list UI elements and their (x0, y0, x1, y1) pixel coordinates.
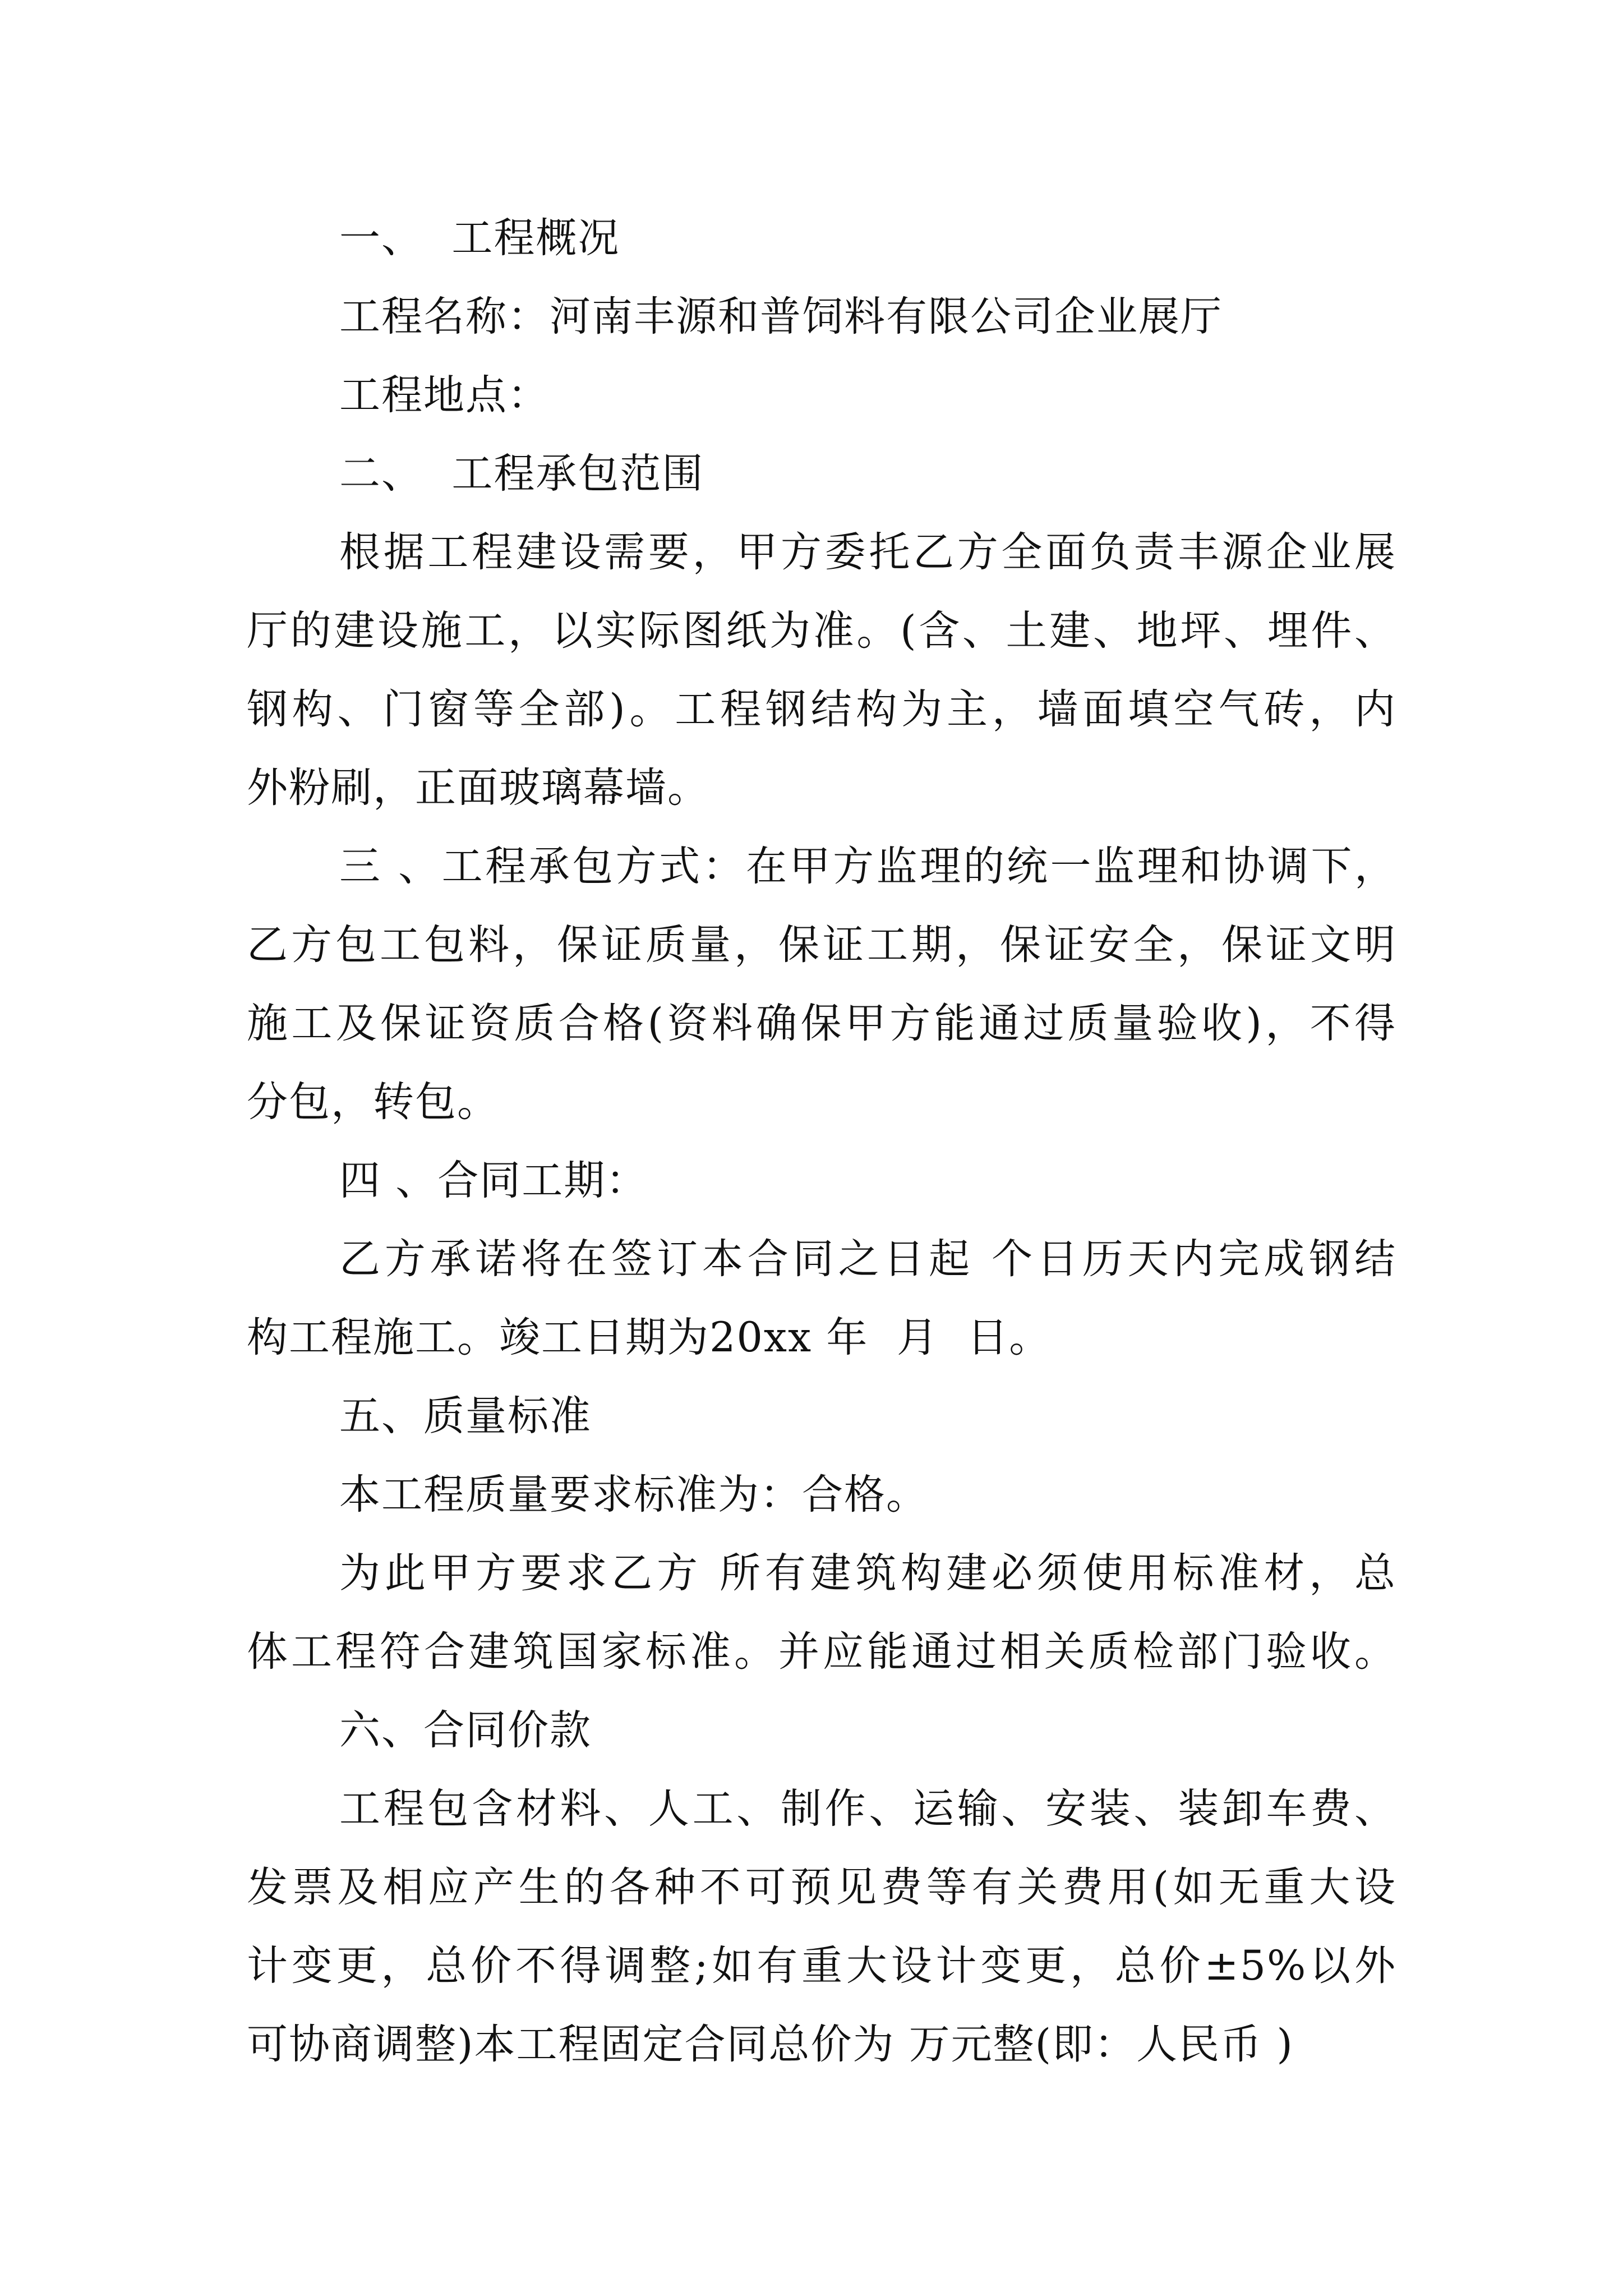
project-location-line: 工程地点： (339, 371, 550, 419)
paragraph-line: 钢构、门窗等全部)。工程钢结构为主，墙面填空气砖，内 (247, 685, 1396, 733)
paragraph-line: 体工程符合建筑国家标准。并应能通过相关质检部门验收。 (247, 1628, 1396, 1676)
paragraph-line: 计变更，总价不得调整;如有重大设计变更，总价±5%以外 (247, 1942, 1396, 1990)
paragraph-line: 构工程施工。竣工日期为20xx 年 月 日。 (247, 1314, 1052, 1361)
paragraph-line: 乙方包工包料，保证质量，保证工期，保证安全，保证文明 (247, 921, 1396, 969)
paragraph-line: 工程包含材料、人工、制作、运输、安装、装卸车费、 (339, 1785, 1396, 1833)
paragraph-line: 外粉刷，正面玻璃幕墙。 (247, 764, 709, 812)
section-heading-2: 二、 工程承包范围 (339, 450, 704, 498)
paragraph-line: 分包，转包。 (247, 1078, 499, 1126)
paragraph-line: 为此甲方要求乙方 所有建筑构建必须使用标准材，总 (339, 1549, 1396, 1597)
section-heading-4: 四 、合同工期： (339, 1157, 648, 1204)
paragraph-line: 本工程质量要求标准为：合格。 (339, 1471, 928, 1519)
paragraph-line: 发票及相应产生的各种不可预见费等有关费用(如无重大设 (247, 1864, 1396, 1911)
paragraph-line: 可协商调整)本工程固定合同总价为 万元整(即：人民币 ) (247, 2021, 1294, 2068)
section-heading-1: 一、 工程概况 (339, 214, 620, 262)
project-name-line: 工程名称：河南丰源和普饲料有限公司企业展厅 (339, 293, 1223, 341)
contract-body (247, 199, 1396, 2084)
paragraph-line: 乙方承诺将在签订本合同之日起 个日历天内完成钢结 (339, 1235, 1396, 1283)
paragraph-line: 根据工程建设需要，甲方委托乙方全面负责丰源企业展 (339, 528, 1396, 576)
section-heading-5: 五、质量标准 (339, 1392, 592, 1440)
paragraph-line: 厅的建设施工，以实际图纸为准。(含、土建、地坪、埋件、 (247, 607, 1396, 655)
paragraph-line: 施工及保证资质合格(资料确保甲方能通过质量验收)，不得 (247, 1000, 1396, 1047)
section-heading-3: 三 、工程承包方式：在甲方监理的统一监理和协调下， (339, 843, 1396, 890)
section-heading-6: 六、合同价款 (339, 1706, 592, 1754)
